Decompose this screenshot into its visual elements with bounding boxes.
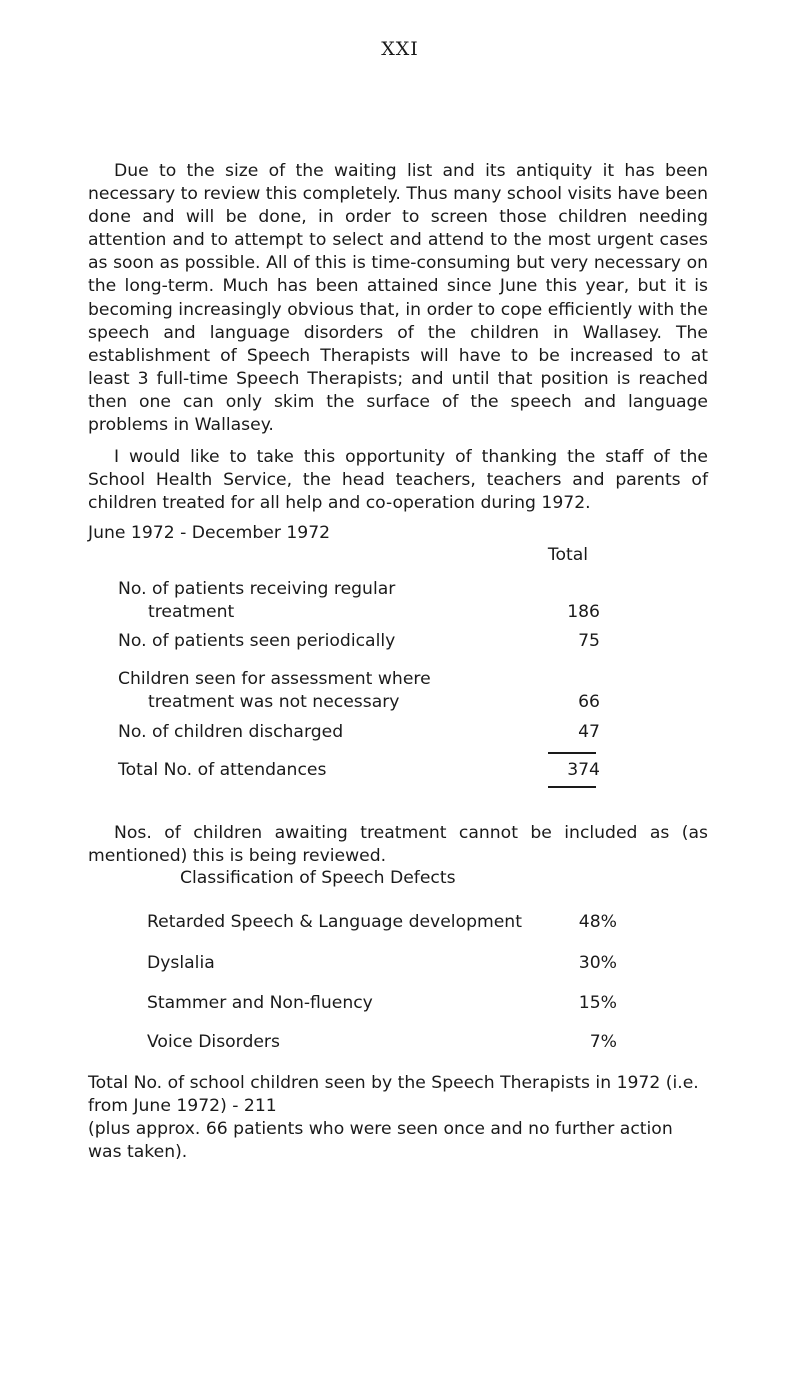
defect-label: Retarded Speech & Language development bbox=[147, 912, 522, 932]
intro-text: Due to the size of the waiting list and its antiquity it has been necessary to review this completely. Thus many school visits have been done and will be done, in order to screen those children needing attention and to attempt to select and attend to the most urgent cases as soon as possible. All of this is time-consuming but very necessary on the long-term. Much has been attained since June this year, but it is becoming increasingly obvious that, in order to cope efficiently with the speech and language disorders of the children in Wallasey. The establishment of Speech Therapists will have to be increased to at least 3 full-time Speech Therapists; and until that position is reached then one can only skim the surface of the speech and language problems in Wallasey. bbox=[88, 161, 708, 436]
thanks-paragraph bbox=[88, 446, 708, 515]
defect-row-stammer bbox=[147, 992, 617, 1015]
thanks-text: I would like to take this opportunity of thanking the staff of the School Health Service, the head teachers, teachers and parents of children treated for all help and co-operation during 1972. bbox=[88, 447, 708, 514]
statistics-period: June 1972 - December 1972 bbox=[88, 523, 331, 543]
defect-row-voice-disorders bbox=[147, 1031, 617, 1054]
awaiting-text: Nos. of children awaiting treatment cannot be included as (as mentioned) this is being reviewed. bbox=[88, 823, 708, 867]
defect-label: Dyslalia bbox=[147, 953, 215, 973]
stat-value: 47 bbox=[578, 722, 600, 742]
total-seen-note: (plus approx. 66 patients who were seen once and no further action was taken). bbox=[88, 1119, 673, 1163]
page-number: XXI bbox=[381, 38, 419, 60]
defect-percent: 48% bbox=[578, 912, 617, 932]
intro-paragraph bbox=[88, 160, 708, 437]
total-rule-bottom bbox=[548, 786, 596, 788]
defect-label: Stammer and Non-fluency bbox=[147, 993, 373, 1013]
stat-row-assessment bbox=[118, 668, 618, 714]
stat-row-regular-treatment bbox=[118, 578, 618, 624]
statistics-column-header: Total bbox=[547, 545, 589, 565]
total-seen-line: Total No. of school children seen by the Speech Therapists in 1972 (i.e. from June 1972) - 211 bbox=[88, 1073, 699, 1117]
stat-label: Children seen for assessment where treatment was not necessary bbox=[118, 669, 431, 713]
total-rule-top bbox=[548, 752, 596, 754]
defect-label: Voice Disorders bbox=[147, 1032, 280, 1052]
stat-value: 374 bbox=[567, 760, 600, 780]
classification-title: Classification of Speech Defects bbox=[180, 868, 456, 888]
defect-row-dyslalia bbox=[147, 952, 617, 975]
stat-label: No. of children discharged bbox=[118, 722, 344, 742]
stat-value: 75 bbox=[578, 631, 600, 651]
stat-row-discharged bbox=[118, 721, 618, 744]
stat-row-seen-periodically bbox=[118, 630, 618, 653]
stat-label: No. of patients receiving regular treatment bbox=[118, 579, 396, 623]
defect-percent: 15% bbox=[578, 993, 617, 1013]
defect-percent: 30% bbox=[578, 953, 617, 973]
defect-percent: 7% bbox=[589, 1032, 617, 1052]
stat-row-total-attendances bbox=[118, 759, 618, 782]
defect-row-retarded-speech bbox=[147, 911, 617, 934]
total-seen-paragraph bbox=[88, 1072, 708, 1164]
stat-label: No. of patients seen periodically bbox=[118, 631, 396, 651]
stat-label: Total No. of attendances bbox=[118, 760, 327, 780]
stat-value: 66 bbox=[578, 692, 600, 713]
stat-value: 186 bbox=[567, 602, 600, 623]
awaiting-paragraph bbox=[88, 822, 708, 868]
